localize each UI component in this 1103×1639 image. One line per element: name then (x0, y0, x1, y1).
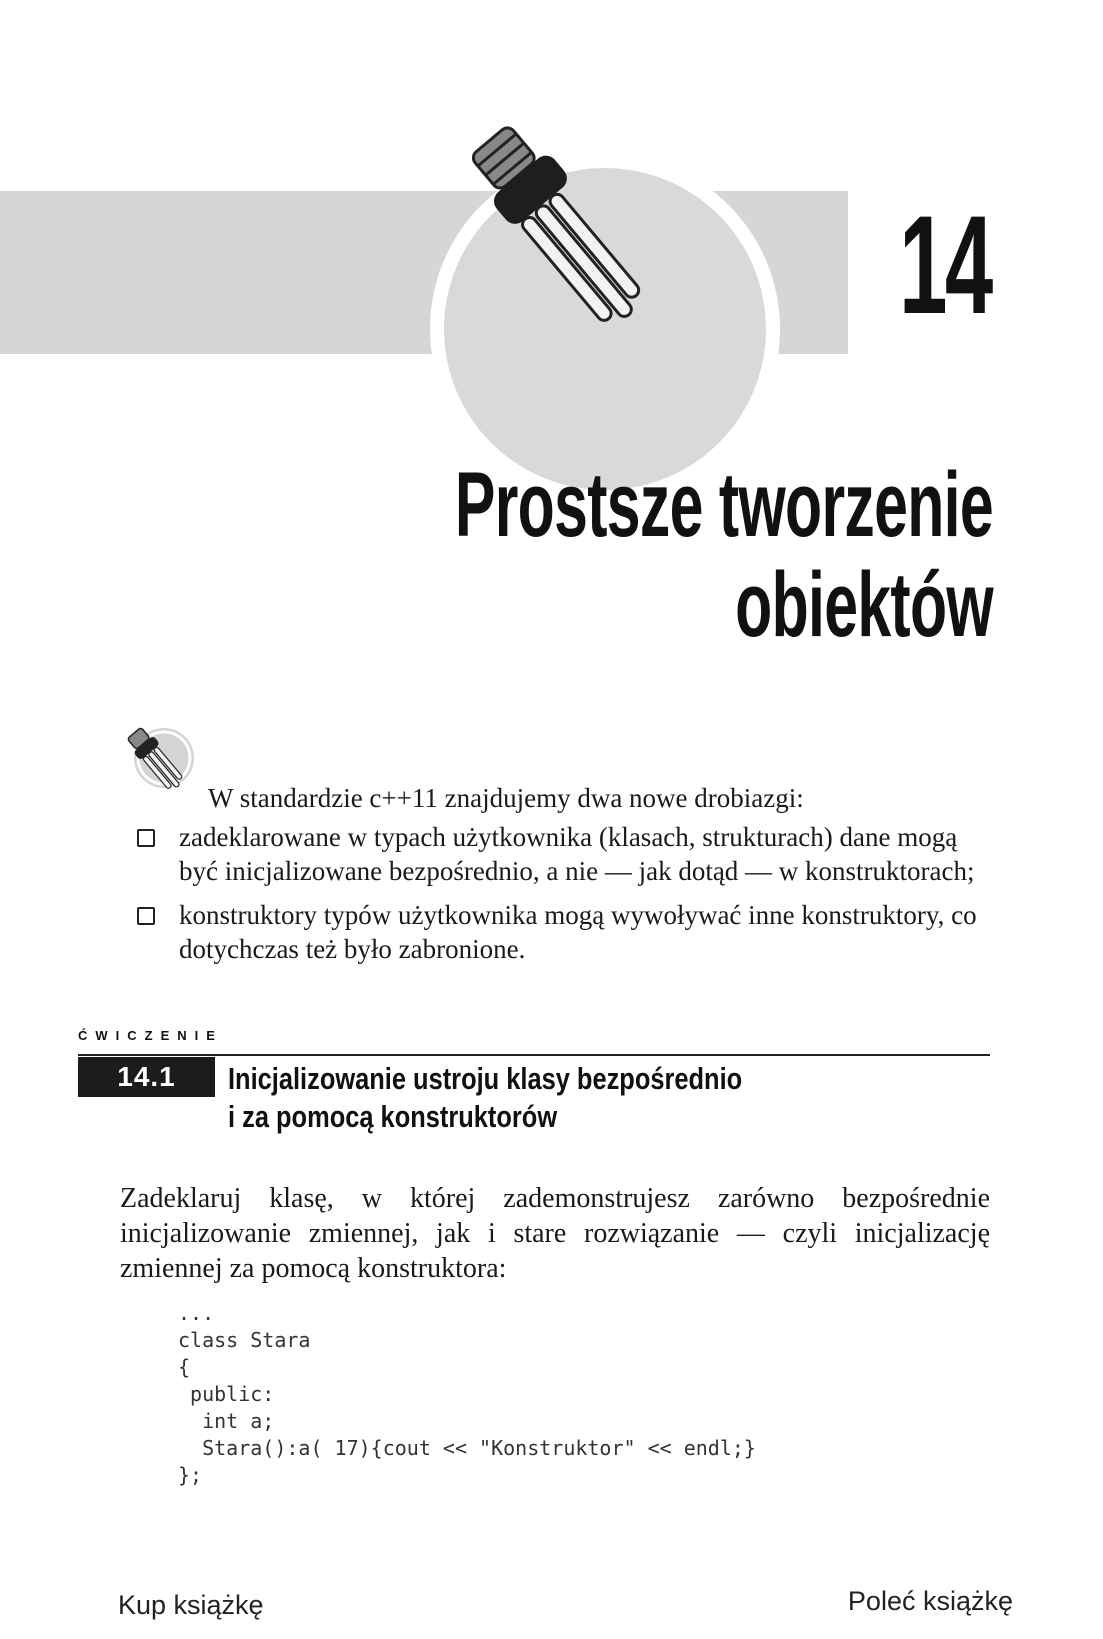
chapter-title-line1: Prostsze tworzenie (454, 454, 994, 556)
exercise-paragraph: Zadeklaruj klasę, w której zademonstrujesz zarówno bezpośrednie inicjalizowanie zmiennej, jak i stare rozwiązanie — czyli inicjalizację zmiennej za pomocą konstruktora: (120, 1183, 990, 1284)
exercise-title-line1: Inicjalizowanie ustroju klasy bezpośrednio (228, 1061, 743, 1096)
code-line: class Stara (178, 1328, 311, 1352)
exercise-title (228, 1060, 966, 1136)
lightbulb-small-icon (118, 720, 198, 800)
exercise-number: 14.1 (78, 1057, 215, 1097)
list-item (135, 898, 995, 966)
recommend-book-link[interactable]: Poleć książkę (847, 1586, 1013, 1616)
checkbox-icon (137, 829, 155, 847)
exercise-title-line2: i za pomocą konstruktorów (228, 1099, 558, 1134)
code-line: public: (178, 1382, 275, 1406)
buy-book-link[interactable]: Kup książkę (118, 1590, 264, 1620)
code-line: { (178, 1355, 191, 1379)
code-block (178, 1300, 756, 1489)
exercise-label: ĆWICZENIE (78, 1028, 223, 1043)
code-line: ... (178, 1301, 215, 1325)
chapter-title-line2: obiektów (735, 554, 993, 656)
intro-bullet-list (135, 820, 995, 976)
bullet-text: konstruktory typów użytkownika mogą wywoływać inne konstruktory, co dotychczas też było zabronione. (179, 900, 977, 964)
chapter-number: 14 (899, 186, 991, 343)
lightbulb-icon (440, 105, 680, 345)
exercise-divider (78, 1054, 990, 1056)
code-line: int a; (178, 1409, 275, 1433)
intro-lead: W standardzie c++11 znajdujemy dwa nowe drobiazgi: (208, 783, 804, 813)
bullet-text: zadeklarowane w typach użytkownika (klasach, strukturach) dane mogą być inicjalizowane bezpośrednio, a nie — jak dotąd — w konstruktorach; (179, 822, 975, 886)
chapter-title (399, 455, 993, 655)
checkbox-icon (137, 907, 155, 925)
code-line: Stara():a( 17){cout << "Konstruktor" << endl;} (178, 1436, 756, 1460)
list-item (135, 820, 995, 888)
code-line: }; (178, 1463, 203, 1487)
